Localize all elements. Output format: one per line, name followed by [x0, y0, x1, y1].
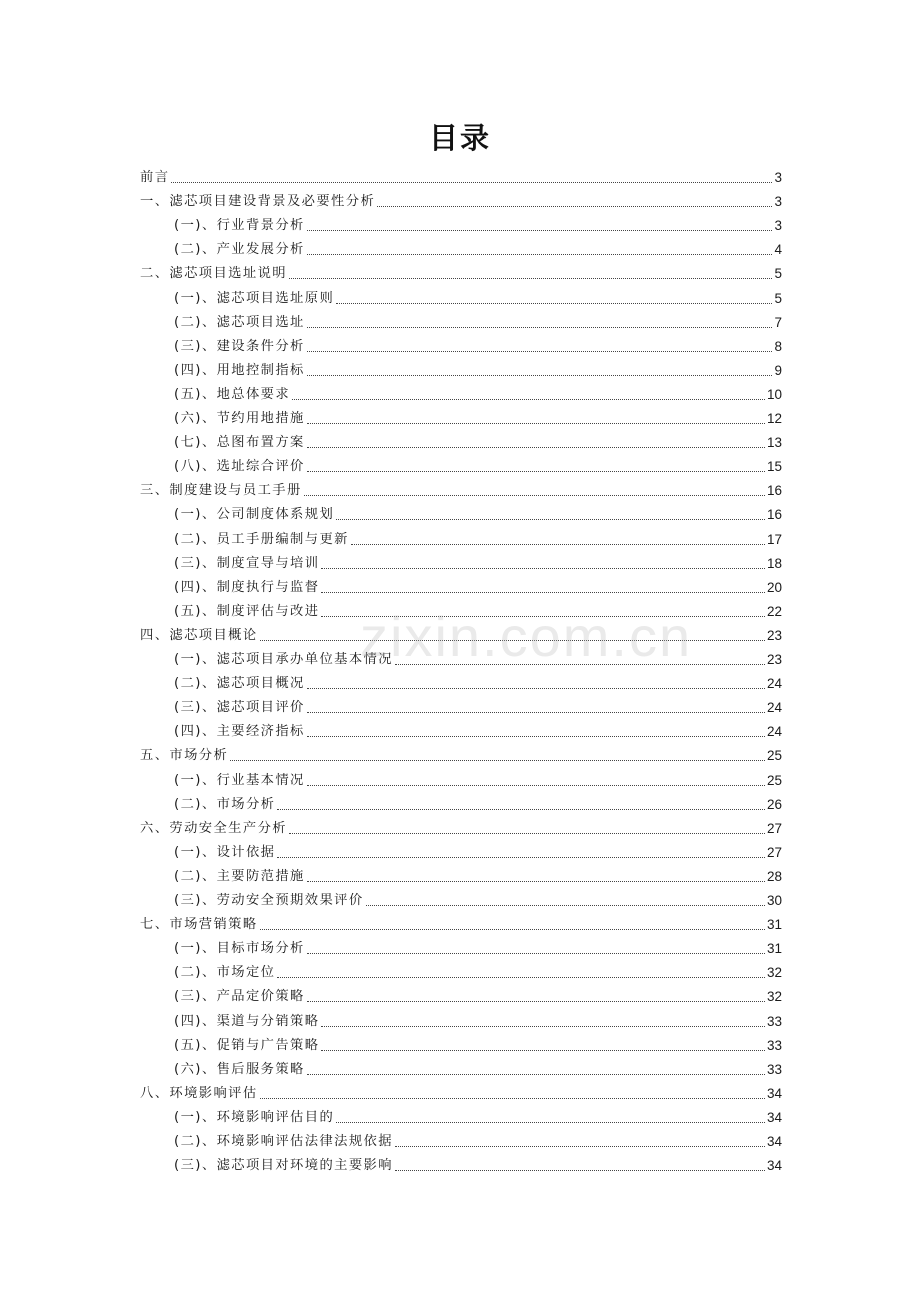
toc-entry[interactable]: [0, 668, 920, 692]
toc-entry-label: (七)、总图布置方案: [174, 435, 305, 451]
toc-entry[interactable]: [0, 186, 920, 210]
toc-entry-label: (一)、公司制度体系规划: [174, 507, 335, 523]
toc-entry-label: (三)、劳动安全预期效果评价: [174, 893, 364, 908]
toc-entry[interactable]: [0, 716, 920, 740]
toc-entry-label: (一)、目标市场分析: [174, 941, 305, 957]
toc-entry[interactable]: [0, 789, 920, 813]
dot-leader: [260, 929, 765, 930]
toc-entry[interactable]: [0, 692, 920, 716]
toc-entry-label: (五)、促销与广告策略: [174, 1037, 320, 1053]
dot-leader: [307, 953, 765, 954]
toc-entry-page-number: 27: [766, 820, 782, 836]
toc-entry-page-number: 27: [766, 844, 782, 860]
toc-entry-label: (二)、主要防范措施: [174, 868, 305, 884]
toc-entry-page-number: 28: [766, 868, 782, 884]
dot-leader: [307, 327, 773, 328]
dot-leader: [307, 881, 765, 882]
toc-entry-label: (三)、建设条件分析: [174, 338, 305, 354]
dot-leader: [307, 375, 773, 376]
toc-entry[interactable]: [0, 909, 920, 933]
toc-entry-page-number: 33: [766, 1013, 782, 1029]
dot-leader: [321, 1026, 765, 1027]
toc-entry-page-number: 24: [766, 700, 782, 716]
dot-leader: [289, 833, 765, 834]
toc-entry-label: (四)、渠道与分销策略: [174, 1013, 320, 1029]
page-title: 目录: [428, 121, 491, 155]
toc-entry[interactable]: [0, 234, 920, 258]
toc-entry[interactable]: [0, 499, 920, 523]
toc-entry[interactable]: [0, 1030, 920, 1054]
toc-entry[interactable]: [0, 548, 920, 572]
dot-leader: [289, 278, 773, 279]
toc-entry-label: 二、滤芯项目选址说明: [140, 266, 287, 282]
toc-entry[interactable]: [0, 1102, 920, 1126]
toc-entry-label: (六)、节约用地措施: [174, 411, 305, 426]
toc-entry-page-number: 15: [766, 459, 782, 475]
toc-entry[interactable]: [0, 885, 920, 909]
toc-entry[interactable]: [0, 475, 920, 499]
toc-entry[interactable]: [0, 307, 920, 331]
toc-entry[interactable]: [0, 765, 920, 789]
toc-entry[interactable]: [0, 813, 920, 837]
dot-leader: [351, 544, 765, 545]
toc-entry-page-number: 31: [766, 941, 782, 957]
toc-entry[interactable]: [0, 403, 920, 427]
toc-entry-page-number: 26: [766, 796, 782, 812]
dot-leader: [277, 809, 765, 810]
toc-entry-page-number: 34: [766, 1109, 782, 1125]
toc-entry-page-number: 24: [766, 676, 782, 692]
toc-entry[interactable]: [0, 355, 920, 379]
dot-leader: [292, 399, 765, 400]
toc-entry[interactable]: [0, 1054, 920, 1078]
toc-entry-label: (一)、滤芯项目承办单位基本情况: [174, 652, 393, 667]
toc-entry[interactable]: [0, 379, 920, 403]
toc-entry-label: 六、劳动安全生产分析: [140, 820, 287, 836]
dot-leader: [307, 230, 773, 231]
toc-entry-label: (二)、员工手册编制与更新: [174, 531, 349, 547]
dot-leader: [230, 760, 765, 761]
toc-entry-page-number: 5: [774, 266, 782, 282]
dot-leader: [307, 423, 765, 424]
toc-entry-page-number: 5: [774, 290, 782, 306]
toc-entry-label: (一)、行业基本情况: [174, 772, 305, 788]
dot-leader: [366, 905, 765, 906]
dot-leader: [395, 1146, 765, 1147]
toc-entry-label: (四)、主要经济指标: [174, 724, 305, 740]
toc-entry-page-number: 33: [766, 1037, 782, 1053]
toc-entry[interactable]: [0, 1078, 920, 1102]
toc-entry-page-number: 33: [766, 1061, 782, 1077]
toc-entry[interactable]: [0, 210, 920, 234]
toc-entry-label: 四、滤芯项目概论: [140, 627, 258, 643]
toc-entry-page-number: 10: [766, 386, 782, 402]
toc-entry[interactable]: [0, 981, 920, 1005]
toc-entry-label: 三、制度建设与员工手册: [140, 483, 302, 499]
toc-entry-label: (二)、市场定位: [174, 965, 276, 981]
toc-entry-label: (三)、产品定价策略: [174, 989, 305, 1005]
toc-entry-page-number: 3: [774, 170, 782, 185]
toc-entry[interactable]: [0, 740, 920, 764]
toc-entry-label: (一)、行业背景分析: [174, 218, 305, 234]
toc-entry-page-number: 7: [774, 314, 782, 330]
toc-entry-label: (八)、选址综合评价: [174, 459, 305, 475]
toc-entry[interactable]: [0, 451, 920, 475]
toc-entry[interactable]: [0, 1150, 920, 1174]
dot-leader: [377, 206, 772, 207]
toc-entry-label: 一、滤芯项目建设背景及必要性分析: [140, 194, 376, 210]
toc-entry-label: 八、环境影响评估: [140, 1085, 258, 1101]
dot-leader: [336, 519, 765, 520]
dot-leader: [307, 447, 765, 448]
toc-entry[interactable]: [0, 162, 920, 186]
toc-entry[interactable]: [0, 283, 920, 307]
toc-entry-page-number: 8: [774, 338, 782, 354]
toc-entry[interactable]: [0, 572, 920, 596]
toc-entry-label: 前言: [140, 170, 170, 185]
watermark: zixin.com.cn: [360, 605, 693, 668]
dot-leader: [395, 1170, 765, 1171]
toc-entry-page-number: 34: [766, 1085, 782, 1101]
toc-entry-page-number: 24: [766, 724, 782, 740]
toc-entry-label: (五)、地总体要求: [174, 386, 291, 402]
toc-entry[interactable]: [0, 861, 920, 885]
toc-entry-page-number: 16: [766, 507, 782, 523]
toc-entry-page-number: 25: [766, 772, 782, 788]
dot-leader: [307, 736, 765, 737]
toc-entry-label: (二)、滤芯项目选址: [174, 314, 305, 330]
toc-entry[interactable]: [0, 427, 920, 451]
toc-entry-label: 七、市场营销策略: [140, 917, 258, 933]
dot-leader: [307, 351, 773, 352]
dot-leader: [260, 640, 765, 641]
toc-entry-label: (四)、制度执行与监督: [174, 579, 320, 595]
dot-leader: [277, 977, 765, 978]
toc-entry-page-number: 17: [766, 531, 782, 547]
dot-leader: [307, 254, 773, 255]
toc-entry-label: (三)、制度宣导与培训: [174, 555, 320, 571]
toc-entry[interactable]: [0, 1006, 920, 1030]
dot-leader: [171, 182, 772, 183]
toc-entry[interactable]: [0, 620, 920, 644]
toc-entry[interactable]: [0, 331, 920, 355]
toc-entry-page-number: 12: [766, 411, 782, 426]
toc-entry-page-number: 32: [766, 989, 782, 1005]
dot-leader: [307, 785, 765, 786]
toc-entry-label: (四)、用地控制指标: [174, 362, 305, 378]
toc-entry-page-number: 32: [766, 965, 782, 981]
dot-leader: [307, 1074, 765, 1075]
dot-leader: [321, 616, 765, 617]
toc-entry-page-number: 4: [774, 242, 782, 258]
toc-entry-page-number: 34: [766, 1134, 782, 1149]
toc-entry-page-number: 30: [766, 893, 782, 908]
toc-entry-label: (一)、环境影响评估目的: [174, 1109, 335, 1125]
dot-leader: [307, 712, 765, 713]
toc-entry-label: (二)、环境影响评估法律法规依据: [174, 1134, 393, 1149]
toc-entry-page-number: 13: [766, 435, 782, 451]
toc-entry[interactable]: [0, 957, 920, 981]
dot-leader: [304, 495, 765, 496]
toc-entry-page-number: 9: [774, 362, 782, 378]
toc-entry-label: (一)、滤芯项目选址原则: [174, 290, 335, 306]
toc-entry-page-number: 3: [774, 194, 782, 210]
dot-leader: [336, 303, 772, 304]
toc-entry-page-number: 22: [766, 603, 782, 619]
toc-entry-page-number: 25: [766, 748, 782, 764]
toc-entry-label: (五)、制度评估与改进: [174, 603, 320, 619]
toc-entry-page-number: 3: [774, 218, 782, 234]
toc-entry-page-number: 23: [766, 652, 782, 667]
toc-entry[interactable]: [0, 933, 920, 957]
toc-entry-page-number: 16: [766, 483, 782, 499]
toc-entry[interactable]: [0, 524, 920, 548]
dot-leader: [321, 568, 765, 569]
toc-entry-label: (六)、售后服务策略: [174, 1061, 305, 1077]
toc-entry-page-number: 23: [766, 627, 782, 643]
dot-leader: [395, 664, 765, 665]
dot-leader: [307, 471, 765, 472]
toc-entry[interactable]: [0, 596, 920, 620]
toc-entry-label: (一)、设计依据: [174, 844, 276, 860]
dot-leader: [307, 688, 765, 689]
dot-leader: [307, 1001, 765, 1002]
toc-entry[interactable]: [0, 258, 920, 282]
dot-leader: [321, 1050, 765, 1051]
dot-leader: [277, 857, 765, 858]
toc-entry-label: (三)、滤芯项目对环境的主要影响: [174, 1158, 393, 1174]
toc-entry[interactable]: [0, 644, 920, 668]
toc-entry-label: 五、市场分析: [140, 748, 229, 764]
toc-entry-label: (二)、市场分析: [174, 796, 276, 812]
toc-entry-label: (二)、产业发展分析: [174, 242, 305, 258]
toc-entry[interactable]: [0, 1126, 920, 1150]
dot-leader: [321, 592, 765, 593]
toc-entry-label: (二)、滤芯项目概况: [174, 676, 305, 692]
dot-leader: [336, 1122, 765, 1123]
toc-entry-label: (三)、滤芯项目评价: [174, 700, 305, 716]
toc-entry-page-number: 20: [766, 579, 782, 595]
toc-entry-page-number: 34: [766, 1158, 782, 1174]
toc-entry-page-number: 18: [766, 555, 782, 571]
toc-entry[interactable]: [0, 837, 920, 861]
toc-entry-page-number: 31: [766, 917, 782, 933]
dot-leader: [260, 1098, 765, 1099]
